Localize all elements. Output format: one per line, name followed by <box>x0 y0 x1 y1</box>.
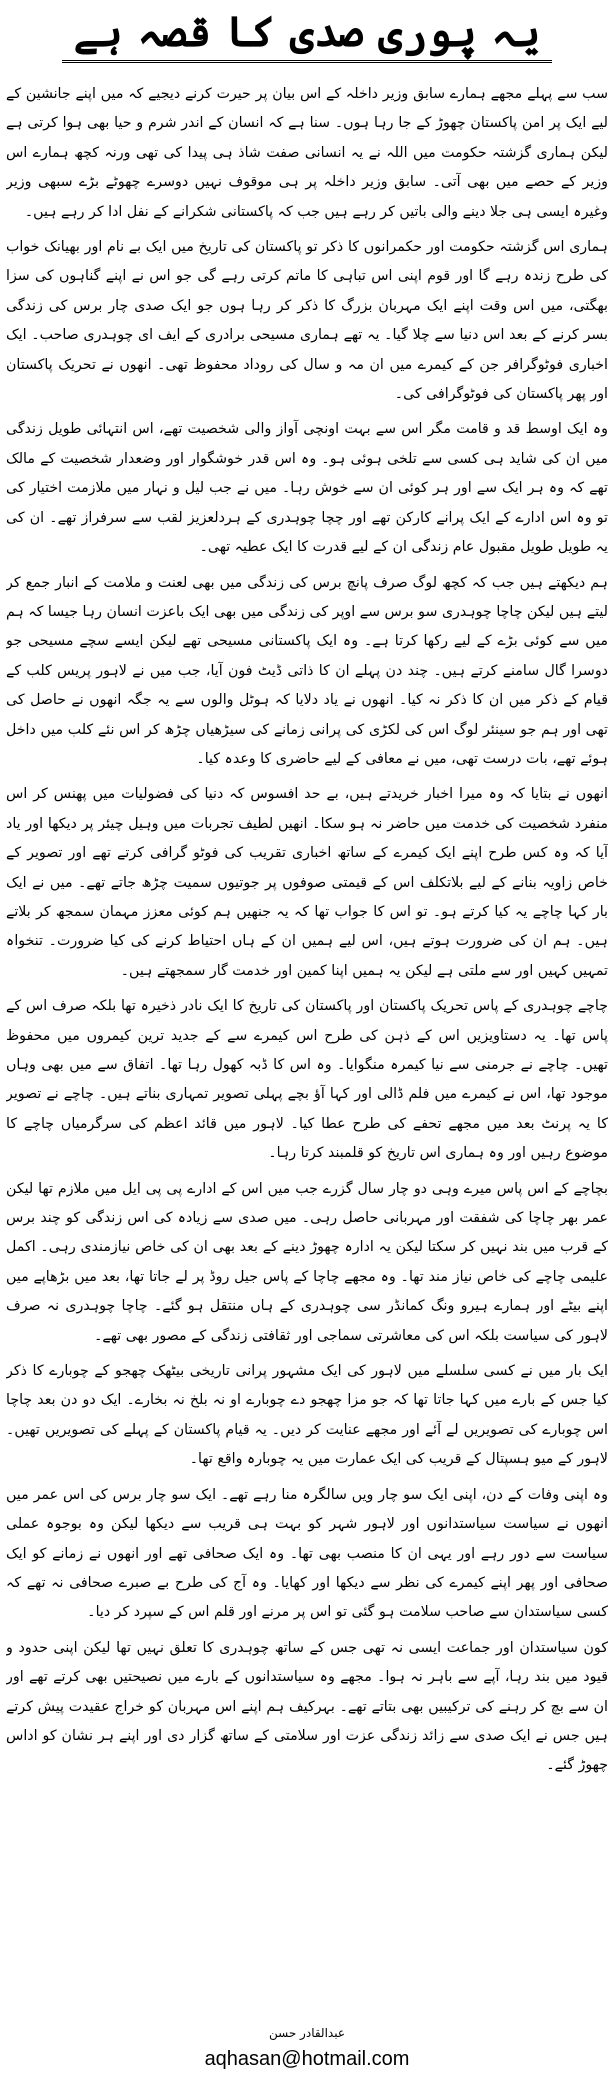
paragraph: ایک بار میں نے کسی سلسلے میں لاہور کی ایک مشہور پرانی تاریخی بیٹھک چھجو کے چوبارے کا ذکر کیا جس کے بارے میں کہا جاتا تھا کہ جو مزا چھجو دے چوبارے او نہ بلخ نہ بخارے۔ ایک دو دن بعد چاچا اس چوبارے کی تصویریں لے آئے اور مجھے عنایت کر دیں۔ یہ قیام پاکستان کے پہلے کی تصویریں تھیں۔ لاہور کے میو ہسپتال کے قریب کی ایک عمارت میں یہ چوبارہ واقع تھا۔ <box>6 1363 608 1468</box>
column-body <box>6 80 608 2010</box>
paragraph: ہم دیکھتے ہیں جب کہ کچھ لوگ صرف پانچ برس کی زندگی میں بھی لعنت و ملامت کے انبار جمع کر لیتے ہیں لیکن چاچا چوہدری سو برس سے اوپر کی زندگی میں بھی ایک باعزت انسان رہا جیسا کہ ہم میں سے کوئی بڑے کے لیے رکھا کرتا ہے۔ وہ ایک پاکستانی مسیحی تھے لیکن ایسے سچے مسیحی جو دوسرا گال سامنے کرتے ہیں۔ چند دن پہلے ان کا ذاتی ڈیٹ فون آیا، جب میں نے لاہور پریس کلب کے قیام کے ذکر میں ان کا ذکر نہ کیا۔ انھوں نے یاد دلایا کہ ہوٹل والوں سے یہ جگہ انھوں نے حاصل کی تھی اور ہم جو سینئر لوگ اس کی لکڑی کی پرانی زمانے کی سیڑھیاں چڑھ کر اس نئے کلب میں داخل ہوئے تھے، بات درست تھی، میں نے معافی کے لیے حاضری کا وعدہ کیا۔ <box>6 574 608 767</box>
author-email[interactable]: aqhasan@hotmail.com <box>204 2048 410 2070</box>
column-title: یہ پوری صدی کا قصہ ہے <box>62 6 553 63</box>
paragraph: چاچے چوہدری کے پاس تحریک پاکستان اور پاکستان کی تاریخ کا ایک نادر ذخیرہ تھا بلکہ صرف اس کے پاس تھا۔ یہ دستاویزیں اس کے ذہن کی طرح اس کیمرے سے کے جدید ترین کیمروں میں محفوظ تھیں۔ چاچے نے جرمنی سے نیا کیمرہ منگوایا۔ وہ اس کا ڈبہ کھول رہا تھا۔ اتفاق سے میں بھی وہاں موجود تھا، اس نے کیمرے میں فلم ڈالی اور کہا آؤ بچے پہلی تصویر تمہاری بناتے ہیں۔ چاچے نے تصویر کا یہ پرنٹ بعد میں مجھے تحفے کی طرح عطا کیا۔ لاہور میں قائد اعظم کی سرگرمیاں چاچے کا موضوع رہیں اور وہ ہماری اس تاریخ کو قلمبند کرتا رہا۔ <box>6 998 608 1162</box>
author-byline: عبدالقادر حسن <box>268 2026 345 2040</box>
paragraph: سب سے پہلے مجھے ہمارے سابق وزیر داخلہ کے اس بیان پر حیرت کرنے دیجیے کہ میں اپنے جانشین کے لیے ایک پر امن پاکستان چھوڑ کے جا رہا ہوں۔ سنا ہے کہ انسان کے اندر شرم و حیا بھی ہوا کرتی ہے لیکن ہماری گزشتہ حکومت میں اللہ نے یہ انسانی صفت شاذ ہی پیدا کی تھی ورنہ کچھ ہمارے اس وزیر کے حصے میں بھی آتی۔ سابق وزیر داخلہ پر ہی موقوف نہیں دوسرے چھوٹے بڑے سبھی وزیر وغیرہ ایسی ہی جلا دینے والی باتیں کر رہے ہیں جب کہ پاکستانی شکرانے کے نفل ادا کر رہے ہیں۔ <box>6 86 608 220</box>
paragraph: وہ اپنی وفات کے دن، اپنی ایک سو چار ویں سالگرہ منا رہے تھے۔ ایک سو چار برس کی اس عمر میں انھوں نے سیاست سیاستدانوں اور لاہور شہر کو بہت ہی قریب سے دیکھا لیکن وہ بوجوہ عملی سیاست سے دور رہے اور یہی ان کا منصب بھی تھا۔ وہ ایک صحافی تھے اور انھوں نے زمانے کو ایک صحافی اور پھر اپنے کیمرے کی نظر سے دیکھا اور کھایا۔ وہ آج کی طرح بے صبرے صحافی نہ تھے کہ کسی سیاستدان سے صاحب سلامت ہو گئی تو اس پر مرنے اور قلم اس کے سپرد کر دیا۔ <box>6 1486 608 1621</box>
paragraph: وہ ایک اوسط قد و قامت مگر اس سے بہت اونچی آواز والی شخصیت تھے، اس انتہائی طویل زندگی میں ان کی شاید ہی کسی سے تلخی ہوئی ہو۔ وہ اس قدر خوشگوار اور وضعدار شخصیت کے مالک تھے کہ وہ ہر ایک سے اور ہر کوئی ان سے خوش رہا۔ میں نے جب لیل و نہار میں ملازمت اختیار کی تو وہ اس ادارے کے ایک پرانے کارکن تھے اور چچا چوہدری کے ہردلعزیز لقب سے سرفراز تھے۔ ان کی یہ طویل طویل مقبول عام زندگی ان کے لیے قدرت کا ایک عطیہ تھی۔ <box>6 421 608 556</box>
paragraph: انھوں نے بتایا کہ وہ میرا اخبار خریدتے ہیں، بے حد افسوس کہ دنیا کی فضولیات میں پھنس کر اس منفرد شخصیت کی خدمت میں حاضر نہ ہو سکا۔ انھیں لطیف تجربات میں وہیل چیئر پر دیکھا اور یاد آیا کہ وہ کس طرح اپنے ایک کیمرے کے ساتھ اخباری تقریب کی فوٹو گرافی کرتے تھے اور تصویر کے خاص زاویہ بنانے کے لیے بلاتکلف اس کے قیمتی صوفوں پر جوتیوں سمیت چڑھ جاتے تھے۔ میں نے ایک بار کہا چاچے یہ کیا کرتے ہو۔ تو اس کا جواب تھا کہ یہ جنھیں ہم کوئی معزز مہمان سمجھ کر بلاتے ہیں۔ ہم ان کی ضرورت ہوتے ہیں، اس لیے ہمیں ان کے ہاں احتیاط کرنے کی کیا ضرورت۔ تنخواہ تمہیں کہیں اور سے ملتی ہے لیکن یہ ہمیں اپنا کمین اور خدمت گار سمجھتے ہیں۔ <box>6 786 608 979</box>
paragraph: ہماری اس گزشتہ حکومت اور حکمرانوں کا ذکر تو پاکستان کی تاریخ میں ایک بے نام اور بھیانک خواب کی طرح زندہ رہے گا اور قوم اپنی اس تباہی کا ماتم کرتی رہے گی جو اس نے اپنے گناہوں کی سزا بھگتی، میں اس وقت اپنے ایک مہربان بزرگ کا ذکر کر رہا ہوں جو ایک صدی چار برس کی زندگی بسر کرنے کے بعد اس دنیا سے چلا گیا۔ یہ تھے ہماری مسیحی برادری کے ایف ای چوہدری صاحب۔ ایک اخباری فوٹوگرافر جن کے کیمرے میں ان مہ و سال کی روداد محفوظ تھی۔ انھوں نے تحریک پاکستان اور پھر پاکستان کی فوٹوگرافی کی۔ <box>6 239 608 403</box>
paragraph: بچاچے کے اس پاس میرے وہی دو چار سال گزرے جب میں اس کے ادارے پی پی ایل میں ملازم تھا لیکن عمر بھر چاچا کی شفقت اور مہربانی حاصل رہی۔ میں صدی سے زیادہ کی اس زندگی کو چند برس کے قرب میں بند نہیں کر سکتا لیکن یہ ادارہ چھوڑ دینے کے بعد بھی ان کی خاص نیازمندی رہی۔ اکمل علیمی چاچے کی خاص نیاز مند تھا۔ وہ مجھے چاچا کے پاس جیل روڈ پر لے جاتا تھا، بعد میں بڑھاپے میں اپنے بیٹے اور ہمارے ہیرو ونگ کمانڈر سی چوہدری کے ہاں منتقل ہو گئے۔ چاچا چوہدری نہ صرف لاہور کی سیاست بلکہ اس کی معاشرتی سماجی اور ثقافتی زندگی کے مصور بھی تھے۔ <box>6 1180 608 1344</box>
paragraph: کون سیاستدان اور جماعت ایسی نہ تھی جس کے ساتھ چوہدری کا تعلق نہیں تھا لیکن اپنی حدود و قیود میں بند رہا، آپے سے باہر نہ ہوا۔ مجھے وہ سیاستدانوں کے بارے میں نصیحتیں بھی کرتے تھے اور ان سے بچ کر رہنے کی ترکیبیں بھی بتاتے تھے۔ بہرکیف ہم اپنے اس مہربان کو خراج عقیدت پیش کرتے ہیں جس نے ایک صدی سے زائد زندگی عزت اور سلامتی کے ساتھ گزار دی اور اپنے ہر نشان کو اداس چھوڑ گئے۔ <box>6 1639 608 1774</box>
headline-area <box>0 6 614 63</box>
